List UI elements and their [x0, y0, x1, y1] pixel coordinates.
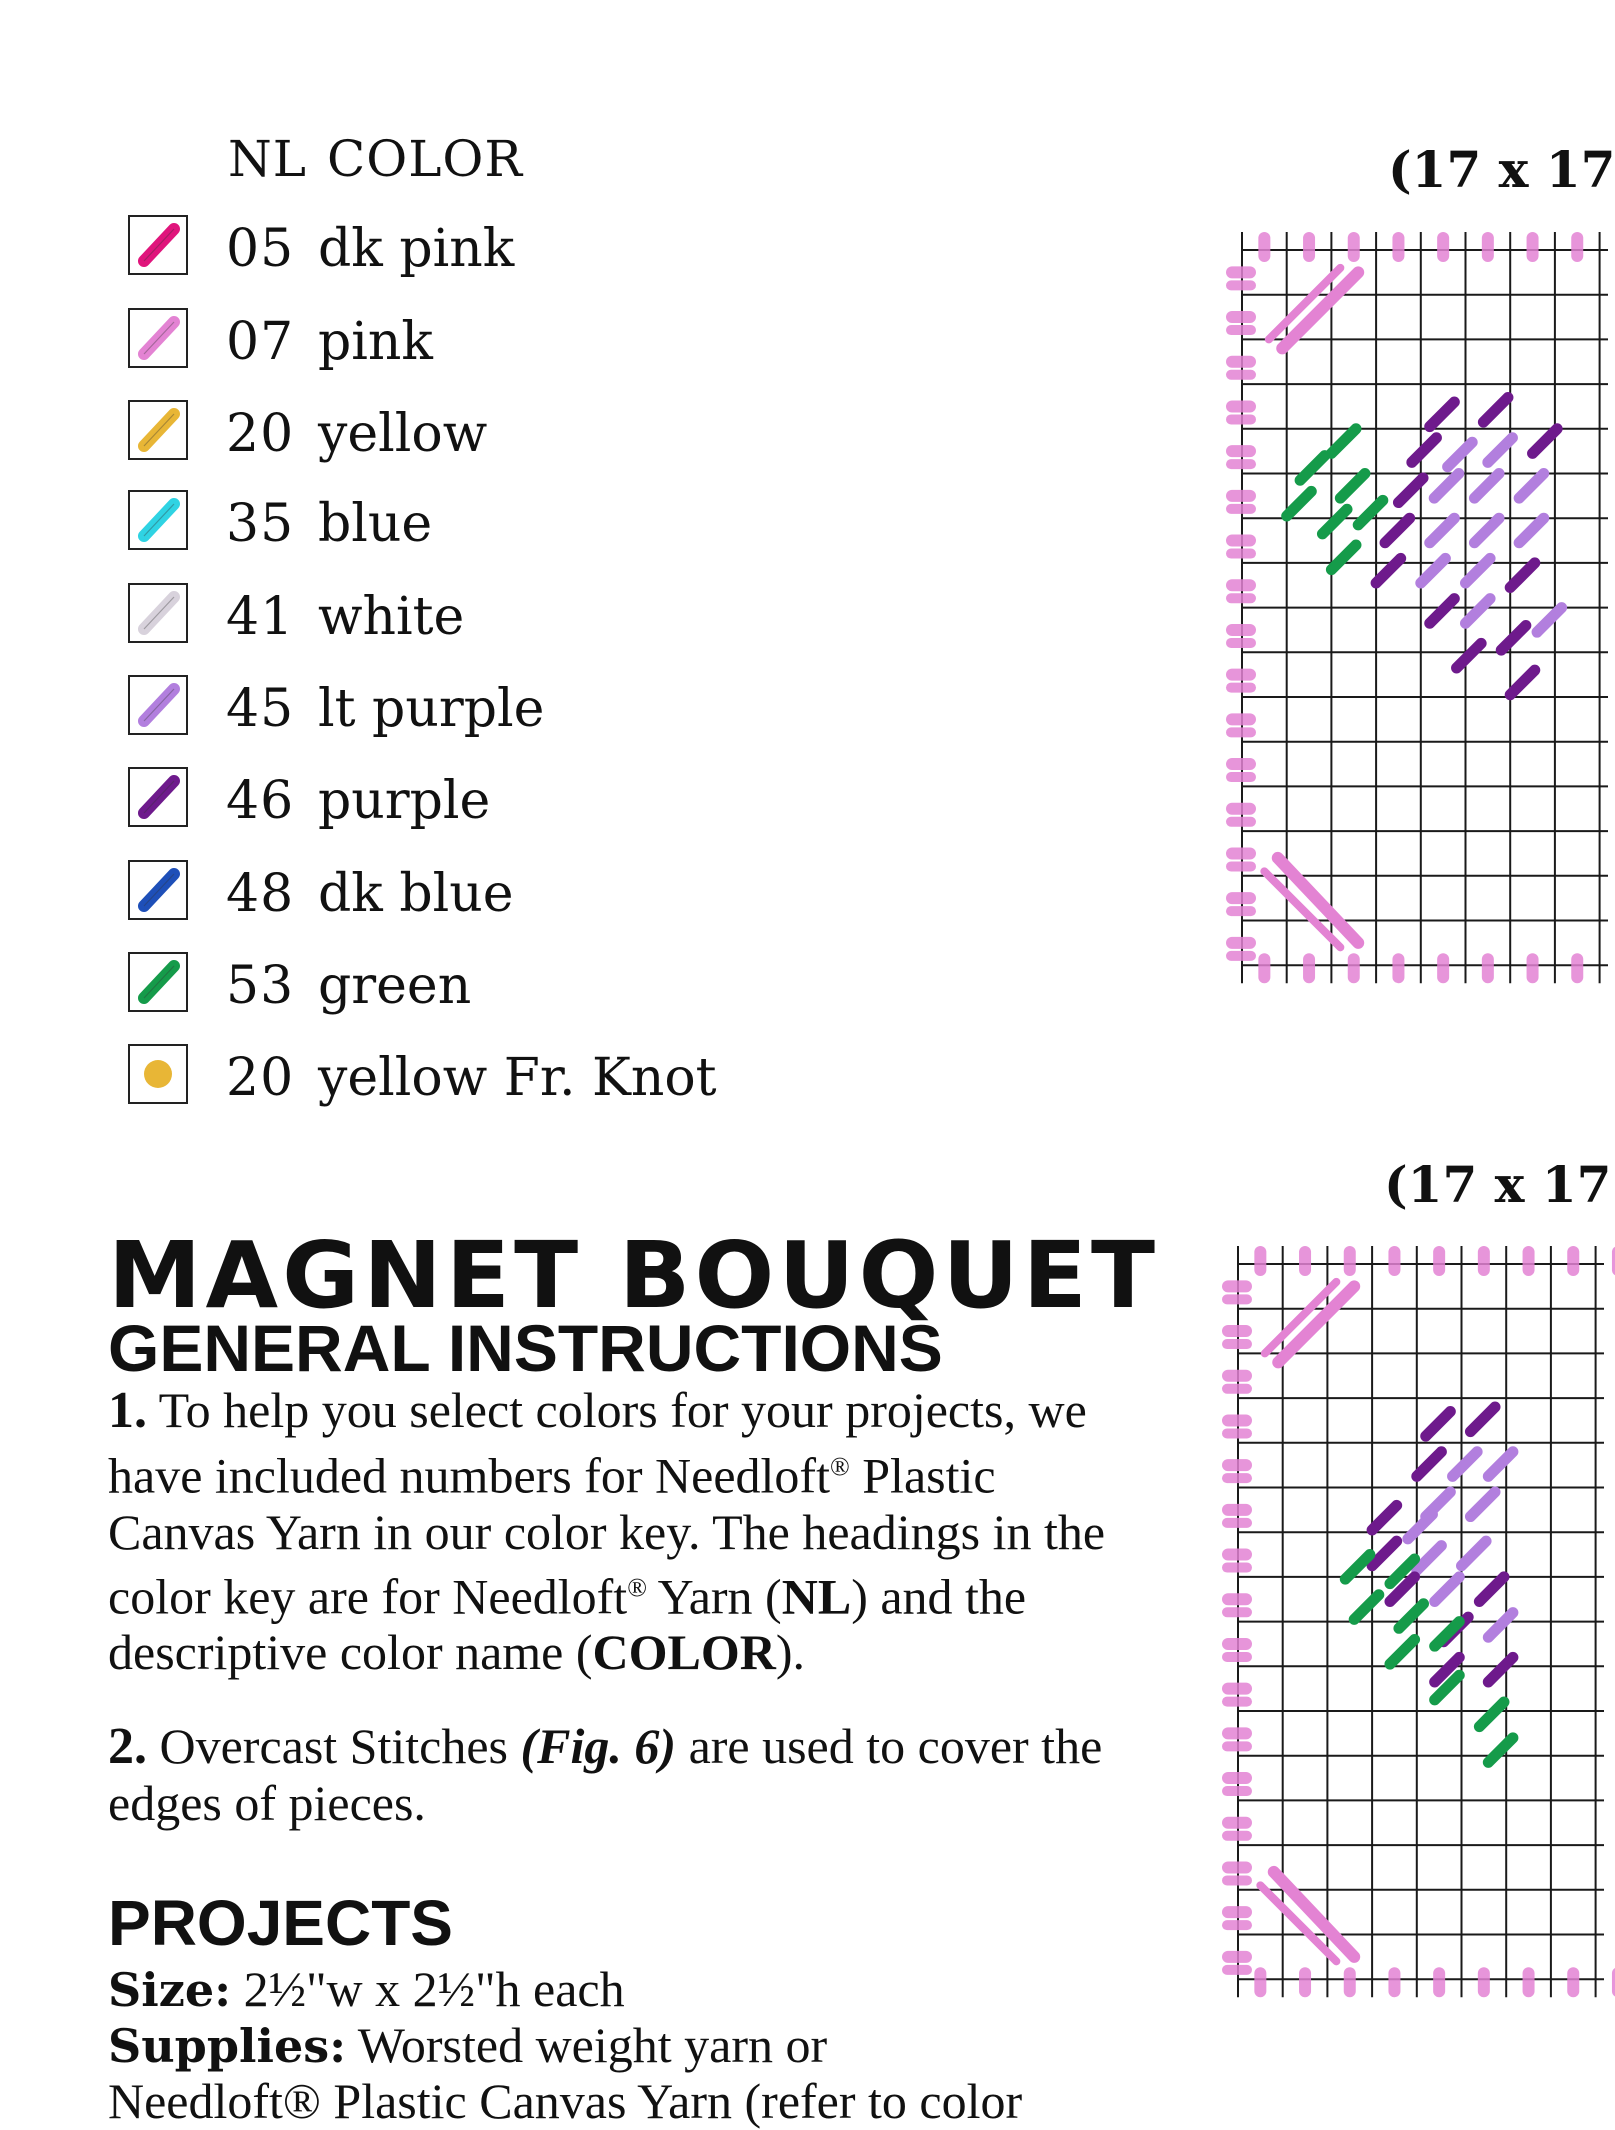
color-number: 07: [226, 312, 295, 372]
instruction-text: Yarn (: [646, 1568, 782, 1625]
stitch-icon: [130, 217, 186, 273]
color-key-row: [128, 1044, 828, 1114]
header-color: COLOR: [326, 130, 524, 188]
color-name: dk pink: [318, 219, 515, 279]
color-key-row: [128, 952, 828, 1022]
stitch-icon: [130, 769, 186, 825]
stitch-icon: [130, 585, 186, 641]
supplies-label: Supplies:: [108, 2019, 347, 2073]
color-key-row: [128, 490, 828, 560]
color-key-row: [128, 583, 828, 653]
supplies-continued: Needloft® Plastic Canvas Yarn (refer to color: [108, 2073, 1023, 2129]
color-name: purple: [318, 771, 491, 831]
stitch-icon: [130, 310, 186, 366]
instruction-2: [108, 1718, 1128, 1831]
color-number: 53: [226, 956, 295, 1016]
french-knot-swatch: [128, 1044, 188, 1104]
size-value: 2½"w x 2½"h each: [231, 1961, 625, 2017]
emphasis-color: COLOR: [592, 1624, 776, 1681]
stitch-chart: [1228, 228, 1588, 970]
color-name: yellow Fr. Knot: [318, 1048, 717, 1108]
stitch-swatch: [128, 767, 188, 827]
stitch-swatch: [128, 490, 188, 550]
figure-reference: (Fig. 6): [520, 1718, 677, 1774]
stitch-swatch: [128, 400, 188, 460]
instruction-1: [108, 1382, 1128, 1680]
supplies-value: Worsted weight yarn or: [346, 2017, 828, 2073]
projects-heading: PROJECTS: [108, 1887, 453, 1959]
supplies-line: [108, 2016, 827, 2074]
color-number: 20: [226, 1048, 295, 1108]
general-instructions-heading: GENERAL INSTRUCTIONS: [108, 1311, 943, 1385]
stitch-chart: [1224, 1242, 1588, 1984]
chart-size-label: (17 x 17: [1388, 140, 1615, 199]
stitch-swatch: [128, 860, 188, 920]
instruction-number: 2.: [108, 1718, 147, 1775]
registered-mark: ®: [627, 1572, 647, 1602]
color-number: 48: [226, 864, 295, 924]
registered-mark: ®: [829, 1452, 850, 1481]
instruction-text: are used to cover the edges of pieces.: [108, 1718, 1103, 1831]
header-nl: NL: [228, 130, 307, 188]
chart-grid: [1228, 228, 1608, 970]
knot-icon: [130, 1046, 186, 1102]
color-number: 35: [226, 494, 295, 554]
color-name: yellow: [318, 404, 488, 464]
stitch-swatch: [128, 215, 188, 275]
color-number: 20: [226, 404, 295, 464]
color-key-row: [128, 308, 828, 378]
instruction-text: ) and the descriptive color name (: [108, 1568, 1027, 1681]
color-key-row: [128, 767, 828, 837]
stitch-icon: [130, 954, 186, 1010]
color-number: 45: [226, 679, 295, 739]
color-name: pink: [318, 312, 433, 372]
color-number: 05: [226, 219, 295, 279]
stitch-icon: [130, 862, 186, 918]
stitch-icon: [130, 677, 186, 733]
color-key-row: [128, 675, 828, 745]
instruction-text: Plastic Canvas Yarn in our color key. The headings in the color key are for Needloft: [108, 1447, 1106, 1625]
emphasis-nl: NL: [781, 1568, 852, 1625]
size-label: Size:: [108, 1963, 232, 2017]
stitch-swatch: [128, 308, 188, 368]
color-name: blue: [318, 494, 433, 554]
color-name: green: [318, 956, 472, 1016]
color-key-header: [228, 130, 523, 188]
instruction-text: ).: [775, 1624, 806, 1681]
instruction-text: Overcast Stitches: [147, 1718, 521, 1774]
size-line: [108, 1960, 625, 2018]
color-number: 46: [226, 771, 295, 831]
stitch-icon: [130, 492, 186, 548]
instruction-number: 1.: [108, 1382, 147, 1439]
stitch-icon: [130, 402, 186, 458]
color-key-row: [128, 400, 828, 470]
page-title: MAGNET BOUQUET: [108, 1222, 1160, 1329]
color-number: 41: [226, 587, 295, 647]
color-name: white: [318, 587, 465, 647]
stitch-swatch: [128, 952, 188, 1012]
chart-size-label: (17 x 17: [1384, 1155, 1612, 1214]
color-key-row: [128, 215, 828, 285]
color-name: lt purple: [318, 679, 545, 739]
chart-grid: [1224, 1242, 1604, 1984]
color-key-row: [128, 860, 828, 930]
stitch-swatch: [128, 675, 188, 735]
instruction-text: To help you select colors for your projects, we have included numbers for Needloft: [108, 1382, 1087, 1504]
stitch-swatch: [128, 583, 188, 643]
color-name: dk blue: [318, 864, 514, 924]
